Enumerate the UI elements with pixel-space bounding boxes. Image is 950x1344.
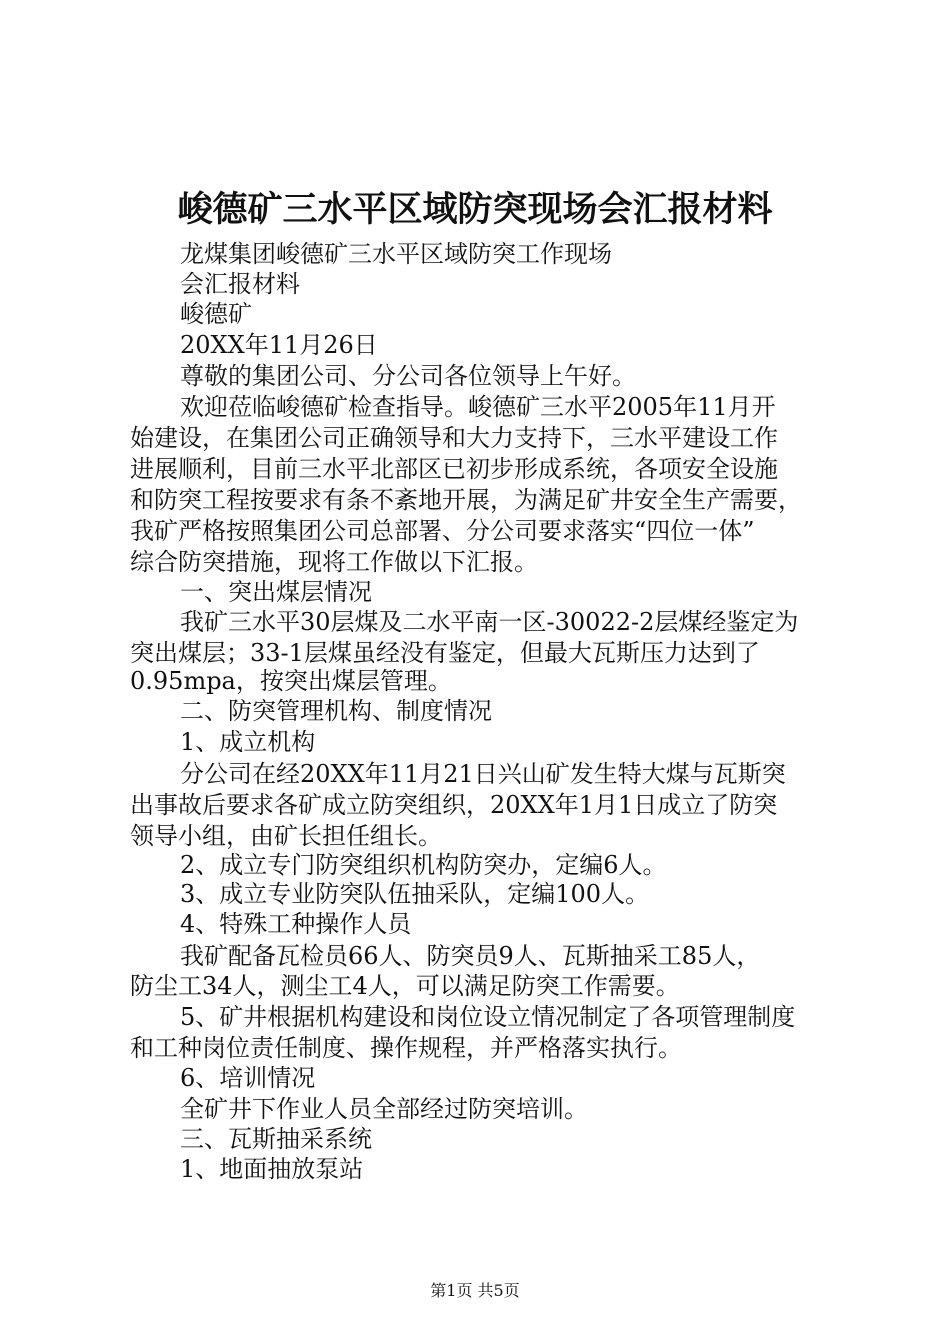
text-line: 我矿三水平30层煤及二水平南一区-30022-2层煤经鉴定为 — [180, 608, 799, 636]
text-line: 峻德矿 — [180, 300, 252, 328]
text-line: 20XX年11月26日 — [180, 331, 378, 359]
text-line: 我矿严格按照集团公司总部署、分公司要求落实“四位一体” — [130, 517, 755, 545]
document-title: 峻德矿三水平区域防突现场会汇报材料 — [177, 189, 773, 230]
subsection-heading: 6、培训情况 — [180, 1064, 316, 1092]
text-line: 突出煤层；33-1层煤虽经没有鉴定，但最大瓦斯压力达到了 — [130, 639, 760, 667]
text-line: 5、矿井根据机构建设和岗位设立情况制定了各项管理制度 — [180, 1003, 796, 1031]
subsection-heading: 1、成立机构 — [180, 728, 316, 756]
text-line: 综合防突措施，现将工作做以下汇报。 — [130, 548, 538, 576]
text-line: 3、成立专业防突队伍抽采队，定编100人。 — [180, 880, 650, 908]
section-heading: 三、瓦斯抽采系统 — [180, 1125, 372, 1153]
text-line: 出事故后要求各矿成立防突组织，20XX年1月1日成立了防突 — [130, 791, 778, 819]
section-heading: 二、防突管理机构、制度情况 — [180, 697, 492, 725]
text-line: 和防突工程按要求有条不紊地开展，为满足矿井安全生产需要， — [130, 486, 802, 514]
text-line: 进展顺利，目前三水平北部区已初步形成系统，各项安全设施 — [130, 455, 778, 483]
section-heading: 一、突出煤层情况 — [180, 578, 372, 606]
subsection-heading: 4、特殊工种操作人员 — [180, 910, 412, 938]
text-line: 2、成立专门防突组织机构防突办，定编6人。 — [180, 851, 667, 879]
text-line: 0.95mpa，按突出煤层管理。 — [130, 667, 452, 695]
text-line: 和工种岗位责任制度、操作规程，并严格落实执行。 — [130, 1034, 682, 1062]
text-line: 领导小组，由矿长担任组长。 — [130, 822, 442, 850]
text-line: 始建设，在集团公司正确领导和大力支持下，三水平建设工作 — [130, 424, 778, 452]
text-line: 会汇报材料 — [180, 270, 300, 298]
text-line: 尊敬的集团公司、分公司各位领导上午好。 — [180, 362, 636, 390]
text-line: 防尘工34人，测尘工4人，可以满足防突工作需要。 — [130, 972, 680, 1000]
subsection-heading: 1、地面抽放泵站 — [180, 1155, 364, 1183]
text-line: 分公司在经20XX年11月21日兴山矿发生特大煤与瓦斯突 — [180, 760, 786, 788]
text-line: 欢迎莅临峻德矿检查指导。峻德矿三水平2005年11月开 — [180, 393, 776, 421]
text-line: 龙煤集团峻德矿三水平区域防突工作现场 — [180, 240, 612, 268]
text-line: 全矿井下作业人员全部经过防突培训。 — [180, 1095, 588, 1123]
text-line: 我矿配备瓦检员66人、防突员9人、瓦斯抽采工85人， — [180, 942, 761, 970]
page-number: 第1页 共5页 — [430, 1281, 520, 1300]
